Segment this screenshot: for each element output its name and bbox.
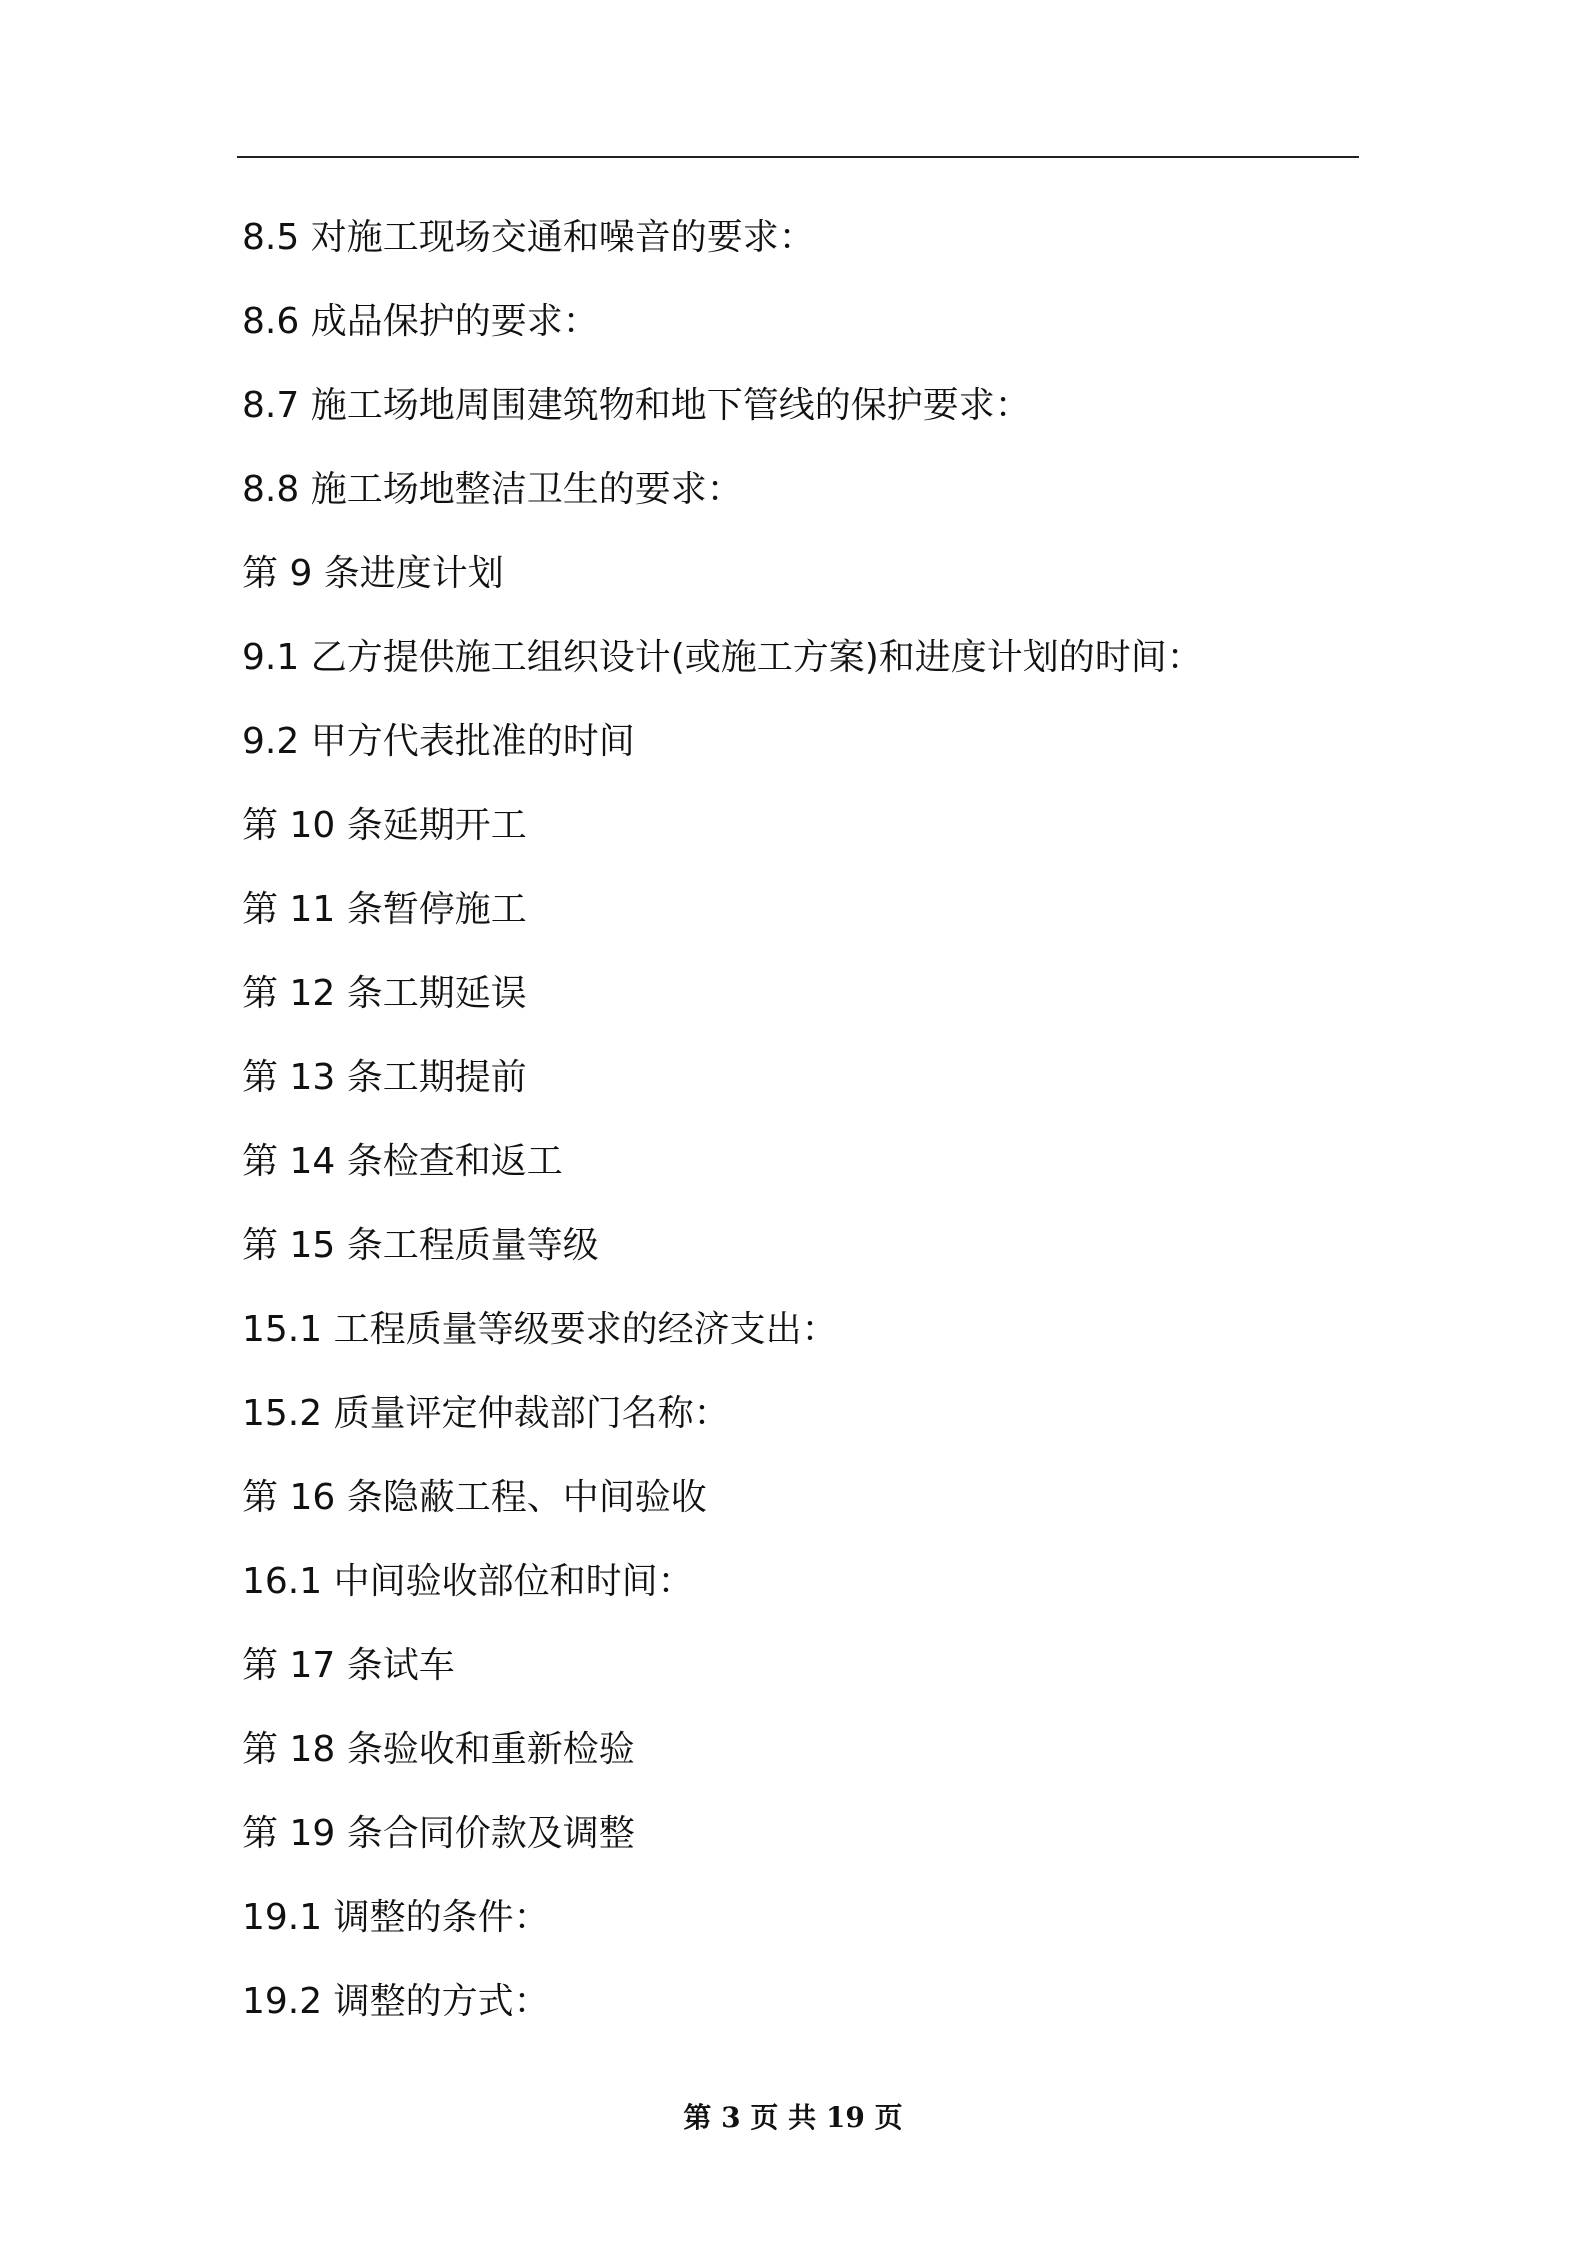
section-heading: 第 9 条进度计划 [242, 553, 504, 594]
section-heading: 第 16 条隐蔽工程、中间验收 [242, 1477, 707, 1518]
section-heading: 第 17 条试车 [242, 1645, 455, 1686]
section-heading: 第 11 条暂停施工 [242, 889, 527, 930]
document-line: 9.2 甲方代表批准的时间 [242, 721, 635, 762]
section-heading: 第 19 条合同价款及调整 [242, 1813, 635, 1854]
section-heading: 第 18 条验收和重新检验 [242, 1729, 635, 1770]
document-line: 9.1 乙方提供施工组织设计(或施工方案)和进度计划的时间： [242, 637, 1203, 678]
section-heading: 第 10 条延期开工 [242, 805, 527, 846]
section-heading: 第 14 条检查和返工 [242, 1141, 563, 1182]
page-number: 第 3 页 共 19 页 [683, 2101, 903, 2134]
document-body [242, 196, 1352, 2044]
document-line: 8.5 对施工现场交通和噪音的要求： [242, 217, 815, 258]
document-line: 8.8 施工场地整洁卫生的要求： [242, 469, 743, 510]
document-line: 15.1 工程质量等级要求的经济支出： [242, 1309, 838, 1350]
document-line: 19.2 调整的方式： [242, 1981, 550, 2022]
document-line: 15.2 质量评定仲裁部门名称： [242, 1393, 730, 1434]
header-divider [237, 156, 1359, 158]
document-line: 16.1 中间验收部位和时间： [242, 1561, 694, 1602]
document-line: 8.7 施工场地周围建筑物和地下管线的保护要求： [242, 385, 1031, 426]
section-heading: 第 15 条工程质量等级 [242, 1225, 599, 1266]
section-heading: 第 13 条工期提前 [242, 1057, 527, 1098]
document-line: 19.1 调整的条件： [242, 1897, 550, 1938]
document-line: 8.6 成品保护的要求： [242, 301, 599, 342]
page-footer [0, 2098, 1586, 2138]
section-heading: 第 12 条工期延误 [242, 973, 527, 1014]
